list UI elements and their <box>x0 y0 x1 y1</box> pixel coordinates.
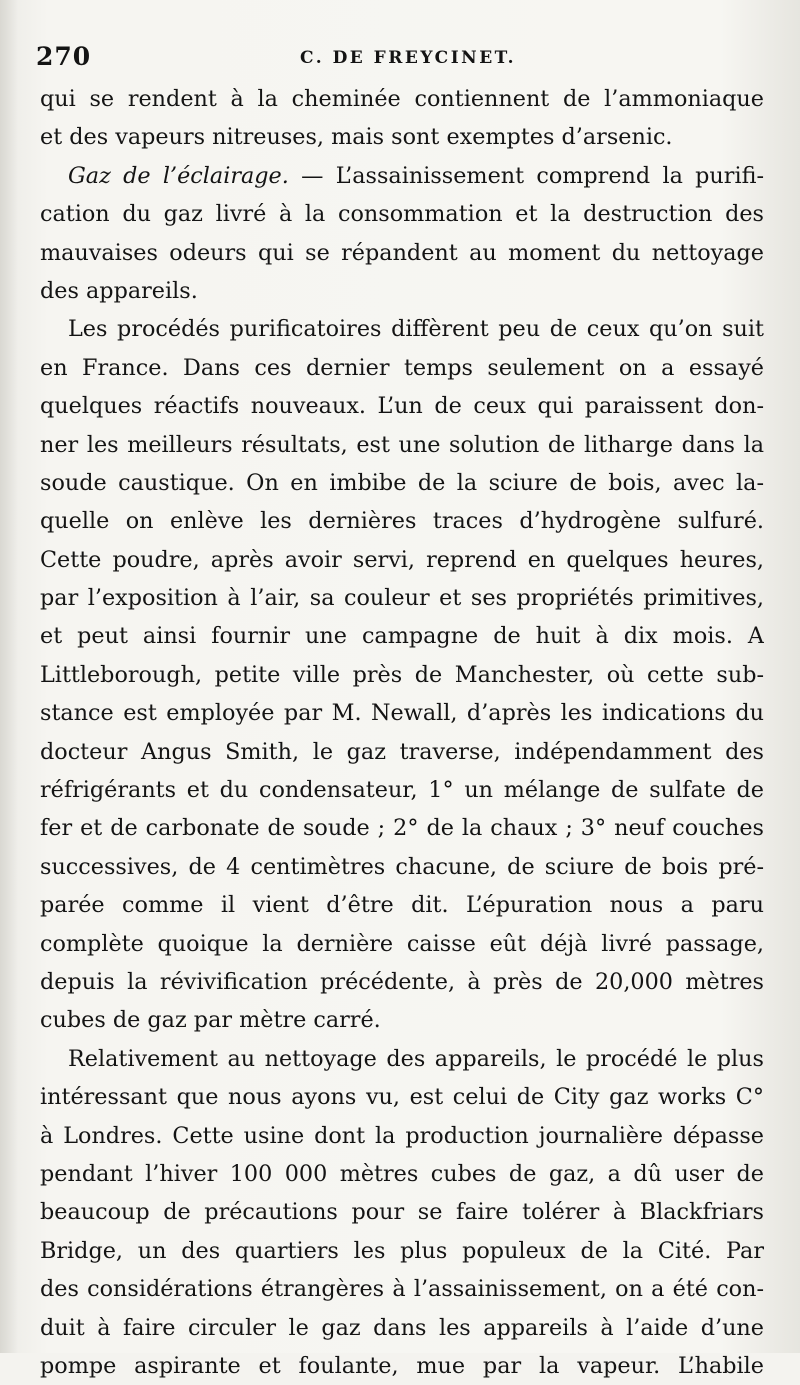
text-line <box>40 272 764 310</box>
text-line <box>40 1078 764 1116</box>
text-line <box>40 1232 764 1270</box>
text-line <box>40 1001 764 1039</box>
line-text: Les procédés purificatoires diffèrent peu de ceux qu’on suit <box>68 316 764 343</box>
text-line <box>40 771 764 809</box>
text-line <box>40 80 764 118</box>
line-text: et peut ainsi fournir une campagne de huit à dix mois. A <box>40 623 764 650</box>
body-text <box>40 80 764 1385</box>
text-line <box>40 1270 764 1308</box>
page-number: 270 <box>36 42 92 71</box>
line-text: complète quoique la dernière caisse eût déjà livré passage, <box>40 930 764 957</box>
text-line <box>40 349 764 387</box>
line-text: des considérations étrangères à l’assainissement, on a été con- <box>40 1276 764 1303</box>
text-line <box>40 1309 764 1347</box>
text-line <box>40 617 764 655</box>
text-line <box>40 541 764 579</box>
line-text: — L’assainissement comprend la purifi- <box>288 162 764 189</box>
line-text: successives, de 4 centimètres chacune, de sciure de bois pré- <box>40 853 764 880</box>
line-text: duit à faire circuler le gaz dans les appareils à l’aide d’une <box>40 1314 764 1341</box>
text-line <box>40 426 764 464</box>
text-line <box>40 387 764 425</box>
page-header <box>36 42 764 78</box>
line-text: depuis la révivification précédente, à près de 20,000 mètres <box>40 968 764 995</box>
line-text: Relativement au nettoyage des appareils, le procédé le plus <box>68 1045 764 1072</box>
line-text: quelques réactifs nouveaux. L’un de ceux qui paraissent don- <box>40 393 764 420</box>
line-text: et des vapeurs nitreuses, mais sont exemptes d’arsenic. <box>40 124 673 151</box>
line-text: qui se rendent à la cheminée contiennent de l’ammoniaque <box>40 86 764 112</box>
line-text: Littleborough, petite ville près de Manchester, où cette sub- <box>40 661 764 688</box>
text-line <box>40 1193 764 1231</box>
line-text: Cette poudre, après avoir servi, reprend en quelques heures, <box>40 546 764 573</box>
text-line <box>40 157 764 195</box>
text-line <box>40 733 764 771</box>
line-text: Bridge, un des quartiers les plus populeux de la Cité. Par <box>40 1237 764 1264</box>
line-text: stance est employée par M. Newall, d’après les indications du <box>40 700 764 727</box>
line-text: cubes de gaz par mètre carré. <box>40 1007 381 1034</box>
line-text: mauvaises odeurs qui se répandent au moment du nettoyage <box>40 239 764 266</box>
line-text: intéressant que nous ayons vu, est celui de City gaz works C° <box>40 1084 764 1111</box>
text-line <box>40 886 764 924</box>
line-text: docteur Angus Smith, le gaz traverse, indépendamment des <box>40 738 764 765</box>
text-line <box>40 656 764 694</box>
text-line <box>40 464 764 502</box>
line-text: à Londres. Cette usine dont la production journalière dépasse <box>40 1122 764 1149</box>
text-line <box>40 118 764 156</box>
line-text: soude caustique. On en imbibe de la sciure de bois, avec la- <box>40 469 764 496</box>
line-text: beaucoup de précautions pour se faire tolérer à Blackfriars <box>40 1199 764 1226</box>
line-text: par l’exposition à l’air, sa couleur et ses propriétés primitives, <box>40 585 764 612</box>
text-line <box>40 809 764 847</box>
line-text: réfrigérants et du condensateur, 1° un mélange de sulfate de <box>40 777 764 804</box>
text-line <box>40 234 764 272</box>
text-line <box>40 1117 764 1155</box>
text-line <box>40 925 764 963</box>
line-text: cation du gaz livré à la consommation et la destruction des <box>40 201 764 228</box>
line-text: fer et de carbonate de soude ; 2° de la chaux ; 3° neuf couches <box>40 815 764 842</box>
line-text: quelle on enlève les dernières traces d’hydrogène sulfuré. <box>40 508 764 535</box>
text-line <box>40 579 764 617</box>
text-line <box>40 502 764 540</box>
line-text: parée comme il vient d’être dit. L’épuration nous a paru <box>40 892 764 919</box>
text-line <box>40 310 764 348</box>
text-line <box>40 1155 764 1193</box>
text-line <box>40 1040 764 1078</box>
text-line <box>40 963 764 1001</box>
text-line <box>40 195 764 233</box>
running-head: C. DE FREYCINET. <box>300 48 517 68</box>
line-text: pompe aspirante et foulante, mue par la vapeur. L’habile <box>40 1352 764 1379</box>
line-text: en France. Dans ces dernier temps seulement on a essayé <box>40 354 764 381</box>
scan-edge-shadow <box>0 0 18 1353</box>
line-text: ner les meilleurs résultats, est une solution de litharge dans la <box>40 431 764 458</box>
line-text: pendant l’hiver 100 000 mètres cubes de gaz, a dû user de <box>40 1160 764 1187</box>
text-line <box>40 694 764 732</box>
line-text: des appareils. <box>40 277 198 304</box>
text-line <box>40 848 764 886</box>
section-heading: Gaz de l’éclairage. <box>68 162 289 189</box>
